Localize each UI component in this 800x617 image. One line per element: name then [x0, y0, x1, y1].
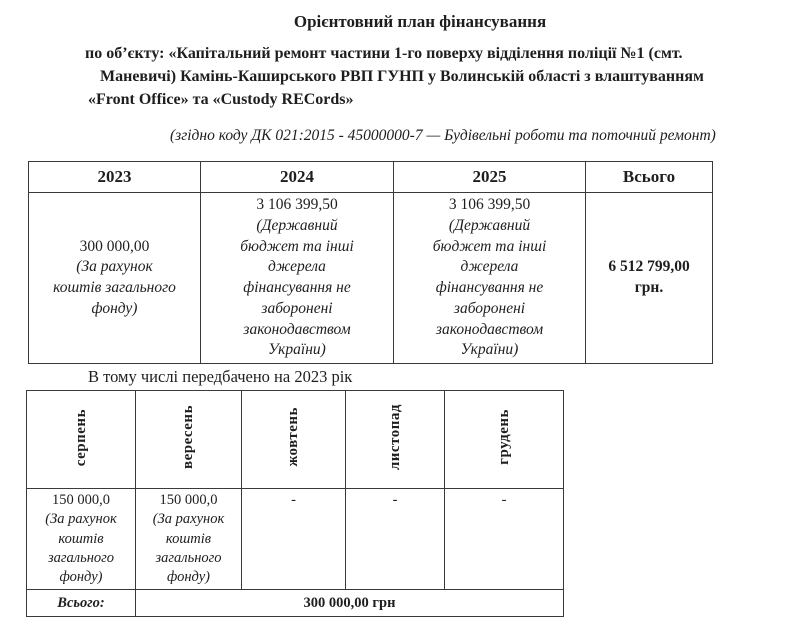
finance-cell-2023 [29, 193, 201, 364]
month-header-october [242, 391, 346, 489]
note-2023: (За рахунок коштів загального фонду) [53, 258, 176, 317]
finance-cell-2024 [201, 193, 394, 364]
month-note: (За рахунок коштів загального фонду) [45, 511, 117, 585]
month-header-november [346, 391, 445, 489]
month-header-label: вересень [180, 405, 196, 470]
finance-cell-grand-total [586, 193, 713, 364]
monthly-total-label: Всього: [27, 590, 136, 617]
finance-by-year-table [28, 161, 713, 364]
amount-2025: 3 106 399,50 [448, 196, 531, 213]
monthly-table-data-row [27, 489, 564, 590]
monthly-table-total-row [27, 590, 564, 617]
finance-header-2025: 2025 [394, 162, 586, 193]
finance-table-header-row [29, 162, 713, 193]
note-2025: (Державний бюджет та інші джерела фінансування не заборонені законодавством України) [432, 216, 547, 359]
procurement-code-line: (згідно коду ДК 021:2015 - 45000000-7 — Будівельні роботи та поточний ремонт) [170, 127, 716, 144]
finance-header-2023: 2023 [29, 162, 201, 193]
monthly-table-header-row [27, 391, 564, 489]
monthly-breakdown-subheading: В тому числі передбачено на 2023 рік [88, 367, 353, 387]
month-header-label: серпень [72, 408, 89, 466]
month-amount: - [501, 492, 507, 509]
grand-total-amount: 6 512 799,00 грн. [608, 258, 690, 297]
object-description [0, 42, 800, 111]
month-header-label: грудень [495, 409, 512, 466]
month-cell-august [27, 489, 136, 590]
month-cell-october [242, 489, 346, 590]
month-header-label: жовтень [285, 407, 301, 467]
object-description-line: Маневичі) Камінь-Каширського РВП ГУНП у Волинській області з влаштуванням [100, 68, 704, 85]
month-amount: - [291, 492, 296, 509]
month-cell-september [136, 489, 242, 590]
month-amount: 150 000,0 [159, 492, 218, 509]
monthly-2023-table [26, 390, 564, 617]
month-header-september [136, 391, 242, 489]
monthly-total-value: 300 000,00 грн [136, 590, 564, 617]
object-description-line: по об’єкту: «Капітальний ремонт частини 1-го поверху відділення поліції №1 (смт. [85, 45, 683, 62]
finance-header-total: Всього [586, 162, 713, 193]
month-header-december [445, 391, 564, 489]
amount-2023: 300 000,00 [79, 237, 150, 255]
object-description-line: «Front Office» та «Custody RECords» [88, 91, 354, 108]
month-cell-december [445, 489, 564, 590]
month-header-august [27, 391, 136, 489]
finance-header-2024: 2024 [201, 162, 394, 193]
finance-table-data-row [29, 193, 713, 364]
month-header-label: листопад [386, 404, 403, 471]
month-amount: 150 000,0 [52, 492, 110, 509]
note-2024: (Державний бюджет та інші джерела фінансування не заборонені законодавством України) [240, 216, 354, 359]
finance-cell-2025 [394, 193, 586, 364]
month-note: (За рахунок коштів загального фонду) [152, 511, 225, 585]
amount-2024: 3 106 399,50 [256, 196, 338, 213]
month-cell-november [346, 489, 445, 590]
document-title: Орієнтовний план фінансування [293, 12, 547, 31]
month-amount: - [392, 492, 398, 509]
